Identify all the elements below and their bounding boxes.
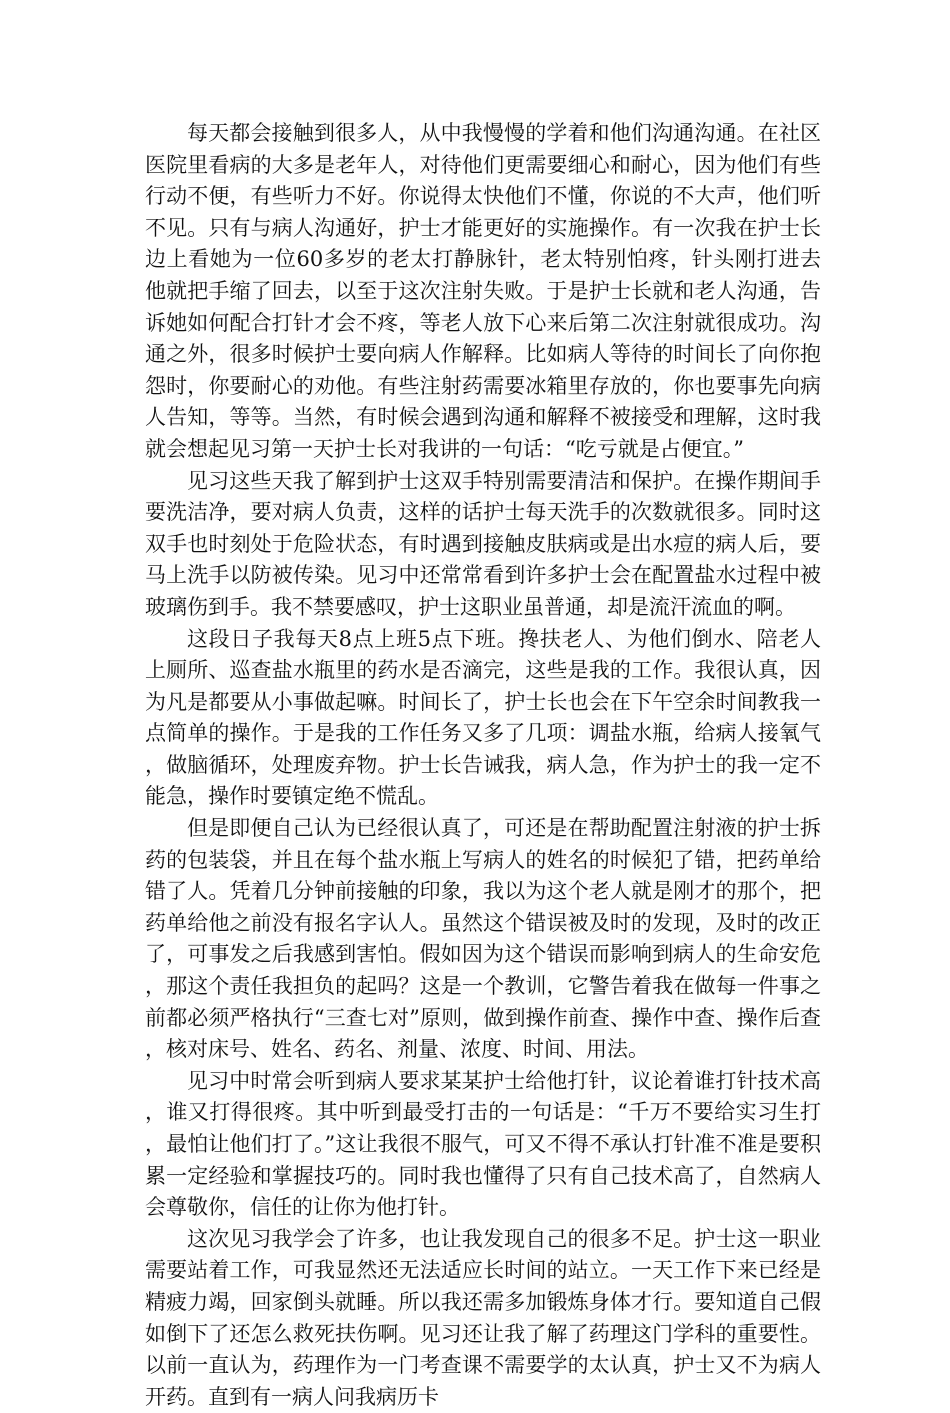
paragraph-5: 见习中时常会听到病人要求某某护士给他打针，议论着谁打针技术高，谁又打得很疼。其中听到最受打击的一句话是：“千万不要给实习生打，最怕让他们打了。”这让我很不服气，可又不得不承认打针准不准是要积累一定经验和掌握技巧的。同时我也懂得了只有自己技术高了，自然病人会尊敬你，信任的让你为他打针。 bbox=[145, 1068, 821, 1220]
paragraph-3: 这段日子我每天8点上班5点下班。搀扶老人、为他们倒水、陪老人上厕所、巡查盐水瓶里的药水是否滴完，这些是我的工作。我很认真，因为凡是都要从小事做起嘛。时间长了，护士长也会在下午空余时间教我一点简单的操作。于是我的工作任务又多了几项：调盐水瓶，给病人接氧气，做脑循环，处理废弃物。护士长告诫我，病人急，作为护士的我一定不能急，操作时要镇定绝不慌乱。 bbox=[145, 626, 821, 809]
document-page bbox=[145, 118, 821, 1413]
paragraph-4: 但是即便自己认为已经很认真了，可还是在帮助配置注射液的护士拆药的包装袋，并且在每个盐水瓶上写病人的姓名的时候犯了错，把药单给错了人。凭着几分钟前接触的印象，我以为这个老人就是刚才的那个，把药单给他之前没有报名字认人。虽然这个错误被及时的发现，及时的改正了，可事发之后我感到害怕。假如因为这个错误而影响到病人的生命安危，那这个责任我担负的起吗？这是一个教训，它警告着我在做每一件事之前都必须严格执行“三查七对”原则，做到操作前查、操作中查、操作后查，核对床号、姓名、药名、剂量、浓度、时间、用法。 bbox=[145, 816, 821, 1062]
paragraph-2: 见习这些天我了解到护士这双手特别需要清洁和保护。在操作期间手要洗洁净，要对病人负责，这样的话护士每天洗手的次数就很多。同时这双手也时刻处于危险状态，有时遇到接触皮肤病或是出水痘的病人后，要马上洗手以防被传染。见习中还常常看到许多护士会在配置盐水过程中被玻璃伤到手。我不禁要感叹，护士这职业虽普通，却是流汗流血的啊。 bbox=[145, 468, 821, 619]
paragraph-1: 每天都会接触到很多人，从中我慢慢的学着和他们沟通沟通。在社区医院里看病的大多是老年人，对待他们更需要细心和耐心，因为他们有些行动不便，有些听力不好。你说得太快他们不懂，你说的不大声，他们听不见。只有与病人沟通好，护士才能更好的实施操作。有一次我在护士长边上看她为一位60多岁的老太打静脉针，老太特别怕疼，针头刚打进去他就把手缩了回去，以至于这次注射失败。于是护士长就和老人沟通，告诉她如何配合打针才会不疼，等老人放下心来后第二次注射就很成功。沟通之外，很多时候护士要向病人作解释。比如病人等待的时间长了向你抱怨时，你要耐心的劝他。有些注射药需要冰箱里存放的，你也要事先向病人告知，等等。当然，有时候会遇到沟通和解释不被接受和理解，这时我就会想起见习第一天护士长对我讲的一句话：“吃亏就是占便宜。” bbox=[145, 121, 821, 461]
paragraph-6: 这次见习我学会了许多，也让我发现自己的很多不足。护士这一职业需要站着工作，可我显然还无法适应长时间的站立。一天工作下来已经是精疲力竭，回家倒头就睡。所以我还需多加锻炼身体才行。要知道自己假如倒下了还怎么救死扶伤啊。见习还让我了解了药理这门学科的重要性。以前一直认为，药理作为一门考查课不需要学的太认真，护士又不为病人开药。直到有一病人问我病历卡 bbox=[145, 1226, 821, 1409]
